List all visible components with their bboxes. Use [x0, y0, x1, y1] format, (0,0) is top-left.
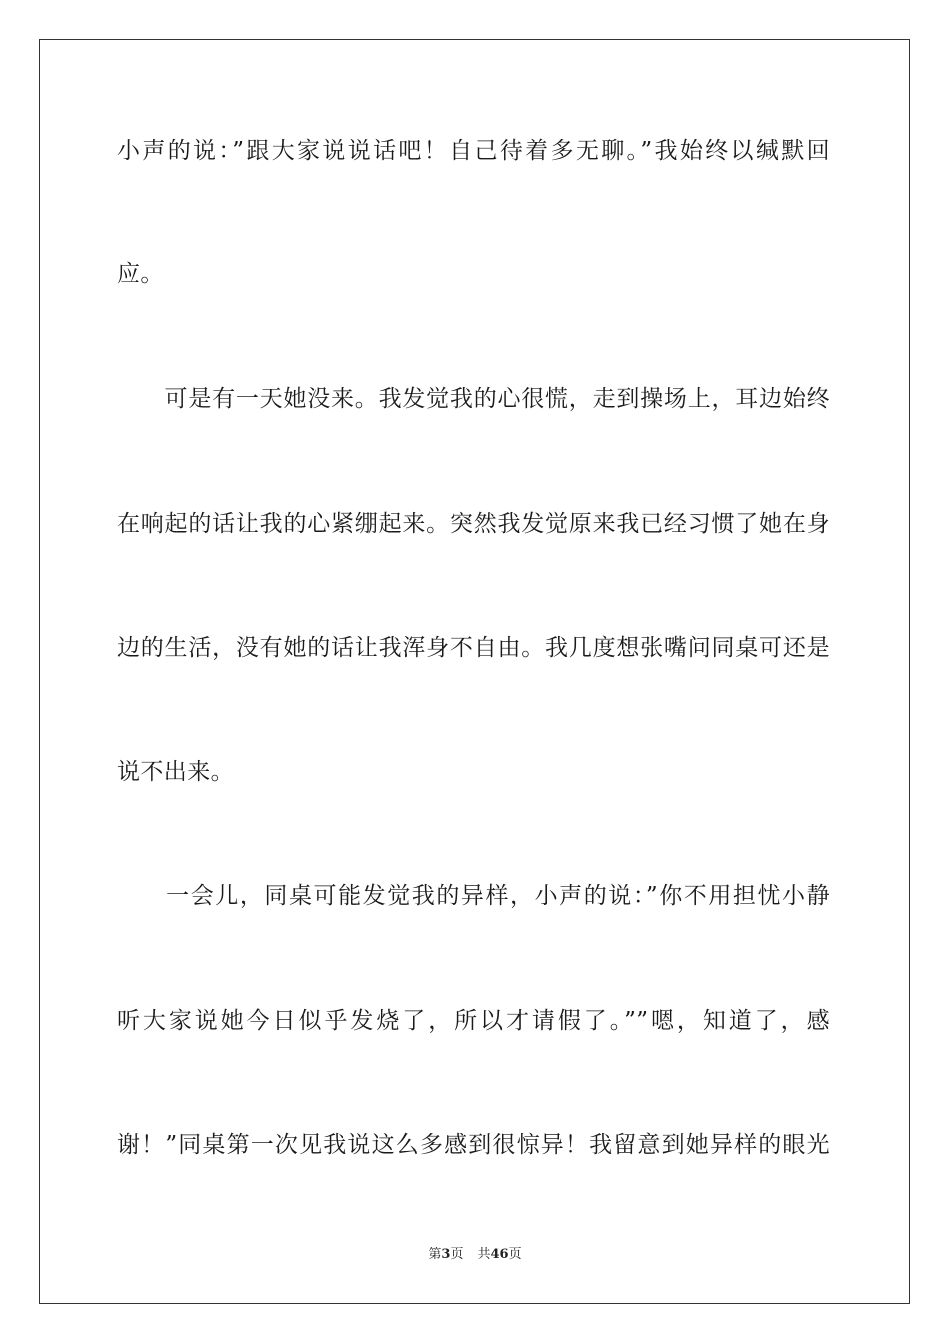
- text-line-4: 在响起的话让我的心紧绷起来。突然我发觉原来我已经习惯了她在身: [117, 511, 830, 537]
- text-line-3: 可是有一天她没来。我发觉我的心很慌，走到操场上，耳边始终: [117, 386, 830, 412]
- text-line-1: 小声的说：”跟大家说说话吧！自己待着多无聊。”我始终以缄默回: [117, 138, 830, 164]
- text-line-8: 听大家说她今日似乎发烧了，所以才请假了。””嗯，知道了，感: [117, 1008, 830, 1034]
- total-suffix: 页: [508, 1247, 522, 1262]
- page-border: [39, 39, 910, 1304]
- text-line-7: 一会儿，同桌可能发觉我的异样，小声的说：”你不用担忧小静: [117, 883, 830, 909]
- total-prefix: 共: [477, 1247, 491, 1262]
- page-prefix: 第: [428, 1247, 442, 1262]
- text-line-9: 谢！”同桌第一次见我说这么多感到很惊异！我留意到她异样的眼光: [117, 1132, 830, 1158]
- page-footer: [0, 1246, 950, 1264]
- page-suffix: 页: [450, 1247, 464, 1262]
- text-line-6: 说不出来。: [117, 759, 234, 785]
- page-number: 3: [441, 1247, 451, 1262]
- total-pages: 46: [490, 1247, 509, 1262]
- text-line-2: 应。: [117, 261, 164, 287]
- text-line-5: 边的生活，没有她的话让我浑身不自由。我几度想张嘴问同桌可还是: [117, 635, 830, 661]
